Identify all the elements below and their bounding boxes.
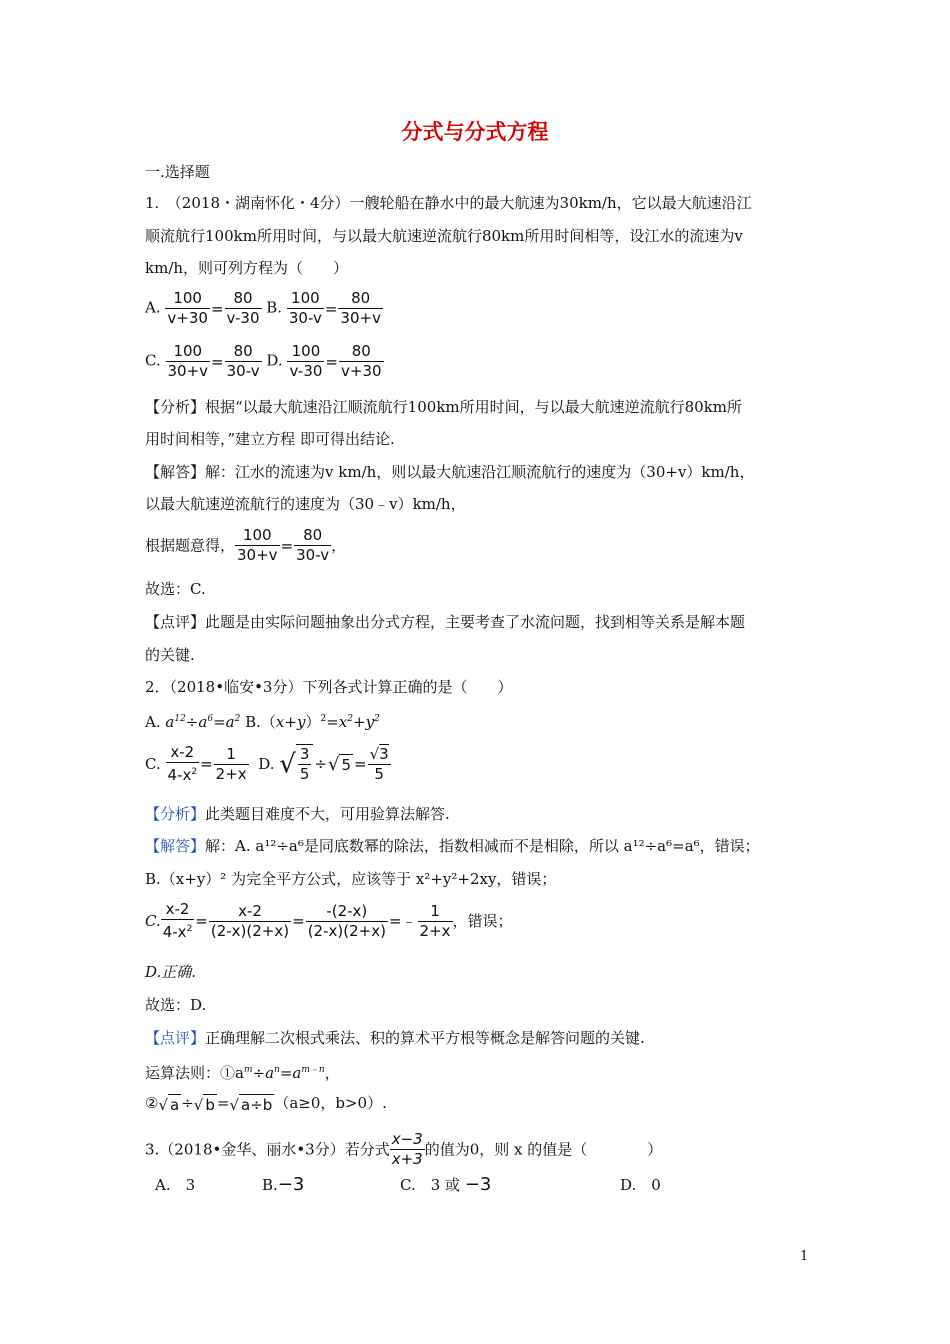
q3-stem: 3.（2018•金华、丽水•3分）若分式 $\frac{x-3}{x+3}$ 的值为0，则 x 的值是（ ）	[145, 1130, 663, 1168]
q1-analysis-line2: 用时间相等，”建立方程 即可得出结论.	[145, 430, 395, 448]
q2-answer-b: B.（x+y）² 为完全平方公式，应该等于 x²+y²+2xy，错误；	[145, 870, 557, 888]
q1-options-row2: C. $\frac{100}{30+v}$ = $\frac{80}{30-v}$ D. $\frac{100}{v-30}$ = $\frac{80}{v+30}$	[145, 342, 382, 380]
q3-option-b: B.−3	[262, 1174, 305, 1195]
q3-option-d: D. 0	[620, 1176, 661, 1194]
q3-option-c: C. 3 或 −3	[400, 1174, 492, 1195]
q1-answer-line2: 以最大航速逆流航行的速度为（30﹣v）km/h，	[145, 495, 466, 513]
q2-answer-c: C. $\frac{x-2}{4-x^2}$ = $\frac{x-2}{(2-x)(2+x)}$ = $\frac{-(2-x)}{(2-x)(2+x)}$ =﹣ $\frac{1}{2+x}$ ，错误；	[145, 900, 513, 941]
q2-d-sqrt1: √ $\frac{3}{5}$	[279, 744, 313, 784]
q2-comment: 【点评】正确理解二次根式乘法、积的算术平方根等概念是解答问题的关键.	[145, 1029, 645, 1047]
q3-option-a: A. 3	[155, 1176, 196, 1194]
q2-analysis-tag: 【分析】	[145, 805, 206, 823]
page-number: 1	[800, 1249, 809, 1264]
q1-answer-equation: 根据题意得， $\frac{100}{30+v}$ = $\frac{80}{30-v}$ ，	[145, 526, 347, 564]
q1-options-row1: A. $\frac{100}{v+30}$ = $\frac{80}{v-30}$ B. $\frac{100}{30-v}$ = $\frac{80}{30+v}$	[145, 289, 381, 327]
q2-d-sqrt2: √ 5	[327, 753, 351, 775]
q1-option-b-frac1: $\frac{100}{30-v}$	[288, 289, 322, 327]
answer-tag: 【解答】	[145, 463, 206, 481]
q2-rule2: ②√ a ÷√ b =√ a÷b （a≥0，b>0）.	[145, 1094, 387, 1114]
q1-option-d-frac2: $\frac{80}{v+30}$	[341, 342, 382, 380]
q2-c-frac2: $\frac{1}{2+x}$	[215, 744, 247, 783]
q1-option-a-label: A.	[145, 298, 161, 317]
q2-rule1: 运算法则：$①a^m\div a^n=a^{m﹣n}$，	[145, 1064, 340, 1082]
q1-option-a-frac1: $\frac{100}{v+30}$	[167, 289, 208, 327]
q1-answer-line1: 【解答】解：江水的流速为v km/h，则以最大航速沿江顺流航行的速度为（30+v）km/h，	[145, 463, 755, 481]
q1-choice: 故选：C.	[145, 580, 206, 598]
q1-comment-line2: 的关键.	[145, 646, 195, 664]
q2-comment-tag: 【点评】	[145, 1029, 206, 1047]
q1-line3: km/h，则可列方程为（ ）	[145, 259, 349, 277]
q1-line1: 1. （2018・湖南怀化・4分）一艘轮船在静水中的最大航速为30km/h，它以最大航速沿江	[145, 194, 752, 212]
page-title: 分式与分式方程	[401, 120, 549, 144]
q1-ans-frac2: $\frac{80}{30-v}$	[296, 526, 330, 564]
q1-option-c-frac1: $\frac{100}{30+v}$	[167, 342, 209, 380]
q3-frac: $\frac{x-3}{x+3}$	[391, 1130, 423, 1168]
q1-line2: 顺流航行100km所用时间，与以最大航速逆流航行80km所用时间相等，设江水的流速为v	[145, 227, 743, 245]
q1-option-c-label: C.	[145, 351, 161, 370]
q2-d-frac: $\frac{√3}{5}$	[369, 744, 389, 783]
q1-analysis-line1: 【分析】根据“以最大航速沿江顺流航行100km所用时间，与以最大航速逆流航行80km所	[145, 398, 743, 416]
section-heading: 一.选择题	[145, 163, 210, 181]
q2-choice: 故选：D.	[145, 996, 207, 1014]
q2-stem: 2．（2018•临安•3分）下列各式计算正确的是（ ）	[145, 678, 513, 696]
q2-answer-a: 【解答】解：A. a¹²÷a⁶是同底数幂的除法，指数相减而不是相除，所以 a¹²÷a⁶=a⁶，错误；	[145, 837, 760, 855]
q1-option-c-frac2: $\frac{80}{30-v}$	[226, 342, 260, 380]
q2-c-frac1: $\frac{x-2}{4-x^2}$	[167, 743, 198, 784]
q1-option-b-frac2: $\frac{80}{30+v}$	[340, 289, 381, 327]
q2-answer-d: D.正确.	[145, 963, 197, 981]
q1-comment-line1: 【点评】此题是由实际问题抽象出分式方程，主要考查了水流问题，找到相等关系是解本题	[145, 613, 746, 631]
q1-option-a-frac2: $\frac{80}{v-30}$	[226, 289, 260, 327]
q2-options-ab: A. $a^{12}\div a^6=a^2$ $B.(x+y)^2=x^2+y^2$	[145, 713, 380, 731]
q1-option-d-label: D.	[266, 351, 283, 370]
q1-option-b-label: B.	[266, 298, 283, 317]
q1-ans-frac1: $\frac{100}{30+v}$	[237, 526, 278, 564]
comment-tag: 【点评】	[145, 613, 206, 631]
q2-options-cd: C. $\frac{x-2}{4-x^2}$ = $\frac{1}{2+x}$ D. √ $\frac{3}{5}$ ÷√ 5 = $\frac{√3}{5}$	[145, 743, 389, 784]
q1-option-d-frac1: $\frac{100}{v-30}$	[289, 342, 323, 380]
analysis-tag: 【分析】	[145, 398, 206, 416]
q2-analysis: 【分析】此类题目难度不大，可用验算法解答.	[145, 805, 450, 823]
q2-answer-tag: 【解答】	[145, 837, 206, 855]
